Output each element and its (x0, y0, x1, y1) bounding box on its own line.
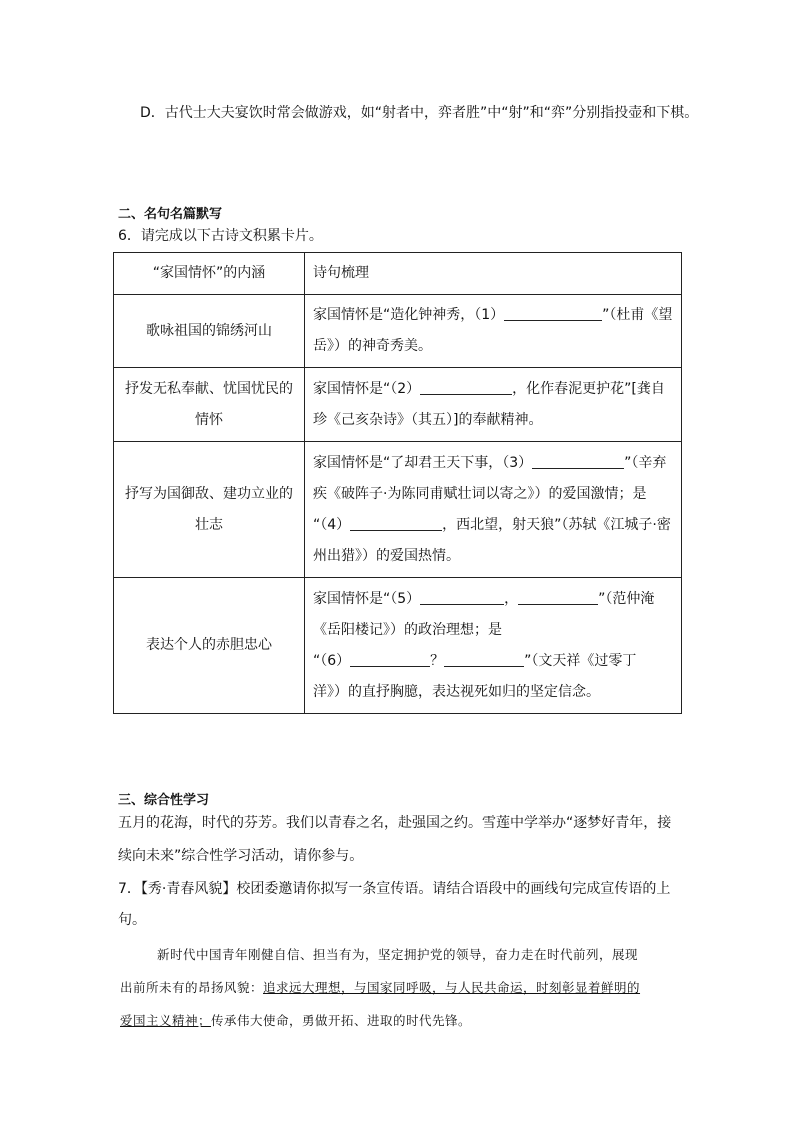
row3-right: 家国情怀是“了却君王天下事，（3） ”（辛弃 疾《破阵子·为陈同甫赋壮词以寄之》）的爱国激情；是 “（4） ，西北望，射天狼”（苏轼《江城子·密 州出猎》）的爱国热情。 (305, 442, 682, 578)
reading-passage (120, 938, 680, 1037)
table-row (114, 368, 682, 442)
blank-5a[interactable] (420, 588, 504, 605)
table-header-row (114, 253, 682, 295)
underlined-sentence-end: 爱国主义精神； (120, 1013, 212, 1028)
question-7-line-1: 7．【秀·青春风貌】校团委邀请你拟写一条宣传语。请结合语段中的画线句完成宣传语的上 (118, 881, 671, 897)
header-poems: 诗句梳理 (305, 253, 682, 295)
blank-6a[interactable] (350, 650, 430, 667)
passage-line-3: 爱国主义精神；传承伟大使命，勇做开拓、进取的时代先锋。 (120, 1013, 472, 1028)
row3-left: 抒写为国御敌、建功立业的壮志 (114, 442, 305, 578)
table-row (114, 442, 682, 578)
header-connotation: “家国情怀”的内涵 (114, 253, 305, 295)
section2-title: 二、名句名篇默写 (118, 207, 223, 222)
table-row (114, 578, 682, 714)
blank-2[interactable] (420, 378, 512, 395)
row4-left: 表达个人的赤胆忠心 (114, 578, 305, 714)
section3-title: 三、综合性学习 (118, 793, 210, 808)
intro-line-2: 续向未来”综合性学习活动，请你参与。 (118, 848, 364, 864)
blank-6b[interactable] (444, 650, 524, 667)
row2-right: 家国情怀是“（2） ，化作春泥更护花”[龚自 珍《己亥杂诗》（其五）]的奉献精神。 (305, 368, 682, 442)
blank-4[interactable] (350, 514, 442, 531)
blank-3[interactable] (532, 452, 624, 469)
intro-line-1: 五月的花海，时代的芬芳。我们以青春之名，赴强国之约。雪莲中学举办“逐梦好青年，接 (118, 815, 672, 831)
row1-left: 歌咏祖国的锦绣河山 (114, 295, 305, 368)
table-row (114, 295, 682, 368)
blank-1[interactable] (504, 304, 602, 321)
question-6: 6．请完成以下古诗文积累卡片。 (118, 228, 323, 244)
passage-line-2: 出前所未有的昂扬风貌：追求远大理想，与国家同呼吸，与人民共命运，时刻彰显着鲜明的 (120, 980, 641, 995)
blank-5b[interactable] (518, 588, 598, 605)
accumulation-card-table (113, 252, 682, 714)
option-d: D．古代士大夫宴饮时常会做游戏，如“射者中，弈者胜”中“射”和“弈”分别指投壶和下棋。 (140, 105, 699, 121)
row4-right: 家国情怀是“（5） ， ”（范仲淹 《岳阳楼记》）的政治理想；是 “（6） ？ ”（文天祥《过零丁 洋》）的直抒胸臆，表达视死如归的坚定信念。 (305, 578, 682, 714)
underlined-sentence: 追求远大理想，与国家同呼吸，与人民共命运，时刻彰显着鲜明的 (263, 980, 641, 995)
question-7-line-2: 句。 (118, 912, 146, 928)
row1-right: 家国情怀是“造化钟神秀，（1） ”（杜甫《望 岳》）的神奇秀美。 (305, 295, 682, 368)
passage-line-1: 新时代中国青年刚健自信、担当有为，坚定拥护党的领导，奋力走在时代前列，展现 (157, 947, 639, 962)
row2-left: 抒发无私奉献、忧国忧民的情怀 (114, 368, 305, 442)
